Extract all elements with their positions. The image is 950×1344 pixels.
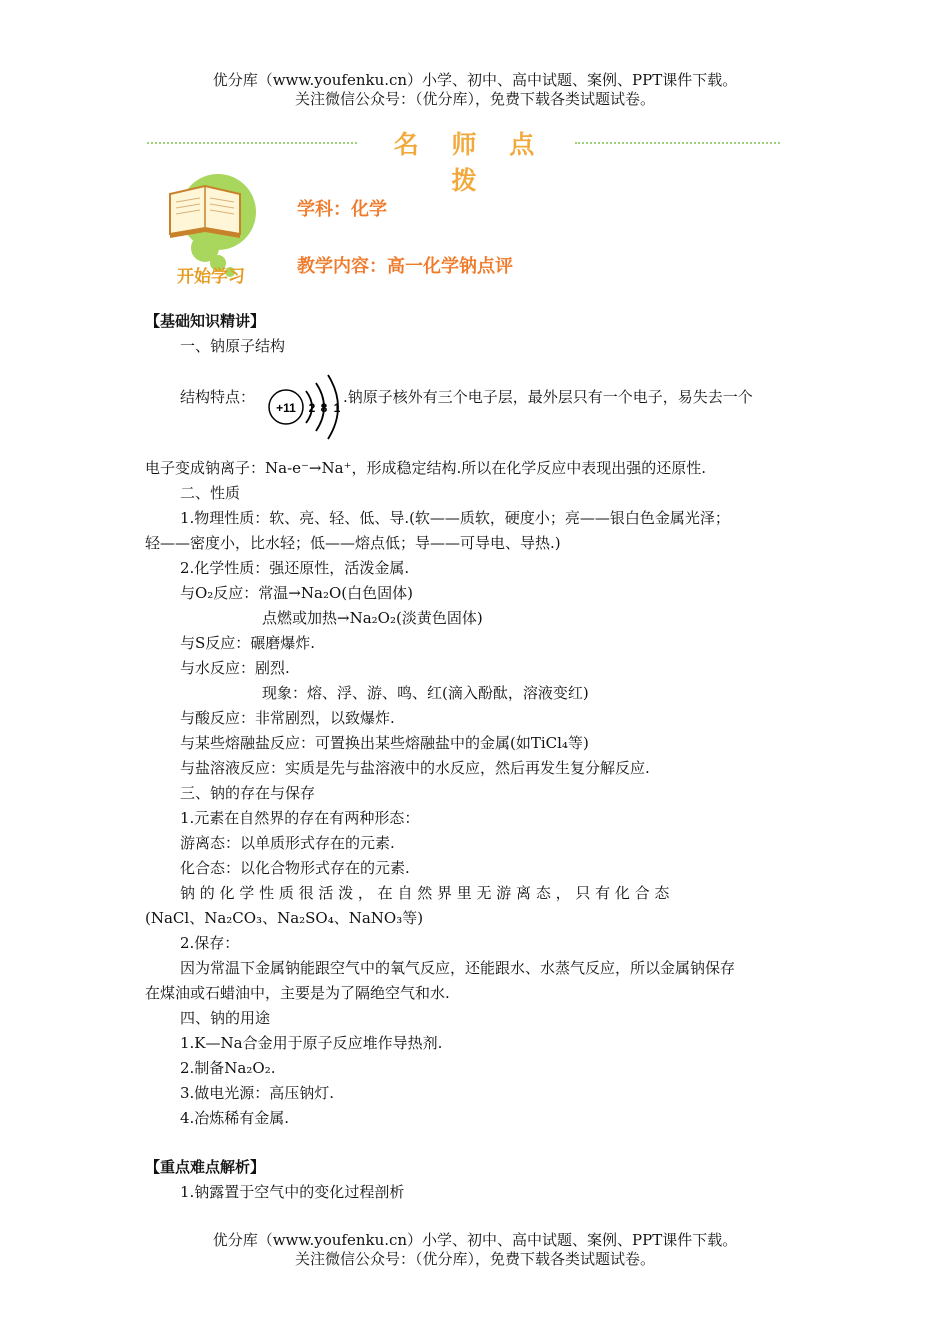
- text-line: 与酸反应：非常剧烈，以致爆炸.: [180, 709, 395, 727]
- text-line: (NaCl、Na₂CO₃、Na₂SO₄、NaNO₃等): [145, 909, 424, 927]
- text-line: 2.制备Na₂O₂.: [180, 1059, 276, 1077]
- footer-line-1: 优分库（www.youfenku.cn）小学、初中、高中试题、案例、PPT课件下载。: [212, 1231, 738, 1249]
- banner-title: 名 师 点 拨: [393, 130, 547, 195]
- text-line: 1.物理性质：软、亮、轻、低、导.(软——质软，硬度小；亮——银白色金属光泽；: [180, 509, 730, 527]
- text-line: 与S反应：碾磨爆炸.: [180, 634, 316, 652]
- text-line: 2.化学性质：强还原性，活泼金属.: [180, 559, 410, 577]
- text-line: 4.冶炼稀有金属.: [180, 1109, 290, 1127]
- text-line: 点燃或加热→Na₂O₂(淡黄色固体): [262, 609, 483, 627]
- text-line: 化合态：以化合物形式存在的元素.: [180, 859, 410, 877]
- text-line: 1.K—Na合金用于原子反应堆作导热剂.: [180, 1034, 443, 1052]
- divider-left: [147, 142, 357, 144]
- text-line: 1.钠露置于空气中的变化过程剖析: [180, 1183, 405, 1201]
- text-line: 2.保存：: [180, 934, 240, 952]
- header-line-2: 关注微信公众号：（优分库），免费下载各类试题试卷。: [294, 90, 655, 108]
- text-line: 在煤油或石蜡油中，主要是为了隔绝空气和水.: [145, 984, 450, 1002]
- text-line: 与某些熔融盐反应：可置换出某些熔融盐中的金属(如TiCl₄等): [180, 734, 589, 752]
- text-line: 四、钠的用途: [180, 1009, 271, 1027]
- text-line: 钠 的 化 学 性 质 很 活 泼 ， 在 自 然 界 里 无 游 离 态 ， 只 有 化 合 态: [180, 884, 670, 902]
- text-line: 电子变成钠离子：Na-e⁻→Na⁺，形成稳定结构.所以在化学反应中表现出强的还原性.: [145, 459, 707, 477]
- text-line: 现象：熔、浮、游、鸣、红(滴入酚酞，溶液变红): [262, 684, 589, 702]
- logo-caption: 开始学习: [177, 267, 245, 287]
- section-basic-heading: 【基础知识精讲】: [145, 312, 266, 330]
- section-key-heading: 【重点难点解析】: [145, 1158, 266, 1176]
- text-line: 与水反应：剧烈.: [180, 659, 290, 677]
- text-line: 结构特点：: [180, 388, 256, 406]
- text-line: 1.元素在自然界的存在有两种形态：: [180, 809, 420, 827]
- sodium-atom-diagram: [262, 366, 347, 446]
- content-label: 教学内容：高一化学钠点评: [297, 256, 513, 277]
- shell-2-count: 8: [320, 401, 328, 415]
- shell-3-count: 1: [333, 401, 341, 415]
- text-line: 3.做电光源：高压钠灯.: [180, 1084, 335, 1102]
- nucleus-label: +11: [276, 401, 296, 415]
- shell-1-count: 2: [308, 401, 316, 415]
- text-line: 二、性质: [180, 484, 241, 502]
- text-line: 三、钠的存在与保存: [180, 784, 316, 802]
- text-line: 一、钠原子结构: [180, 337, 286, 355]
- footer-line-2: 关注微信公众号：（优分库），免费下载各类试题试卷。: [294, 1250, 655, 1268]
- divider-right: [575, 142, 780, 144]
- text-line: 与盐溶液反应：实质是先与盐溶液中的水反应，然后再发生复分解反应.: [180, 759, 650, 777]
- text-line: 与O₂反应：常温→Na₂O(白色固体): [180, 584, 413, 602]
- subject-label: 学科：化学: [297, 199, 387, 220]
- text-line: 游离态：以单质形式存在的元素.: [180, 834, 395, 852]
- text-line: 轻——密度小，比水轻；低——熔点低；导——可导电、导热.): [145, 534, 561, 552]
- header-line-1: 优分库（www.youfenku.cn）小学、初中、高中试题、案例、PPT课件下载。: [212, 71, 738, 89]
- text-line: .钠原子核外有三个电子层，最外层只有一个电子，易失去一个: [343, 388, 753, 406]
- text-line: 因为常温下金属钠能跟空气中的氧气反应，还能跟水、水蒸气反应，所以金属钠保存: [180, 959, 736, 977]
